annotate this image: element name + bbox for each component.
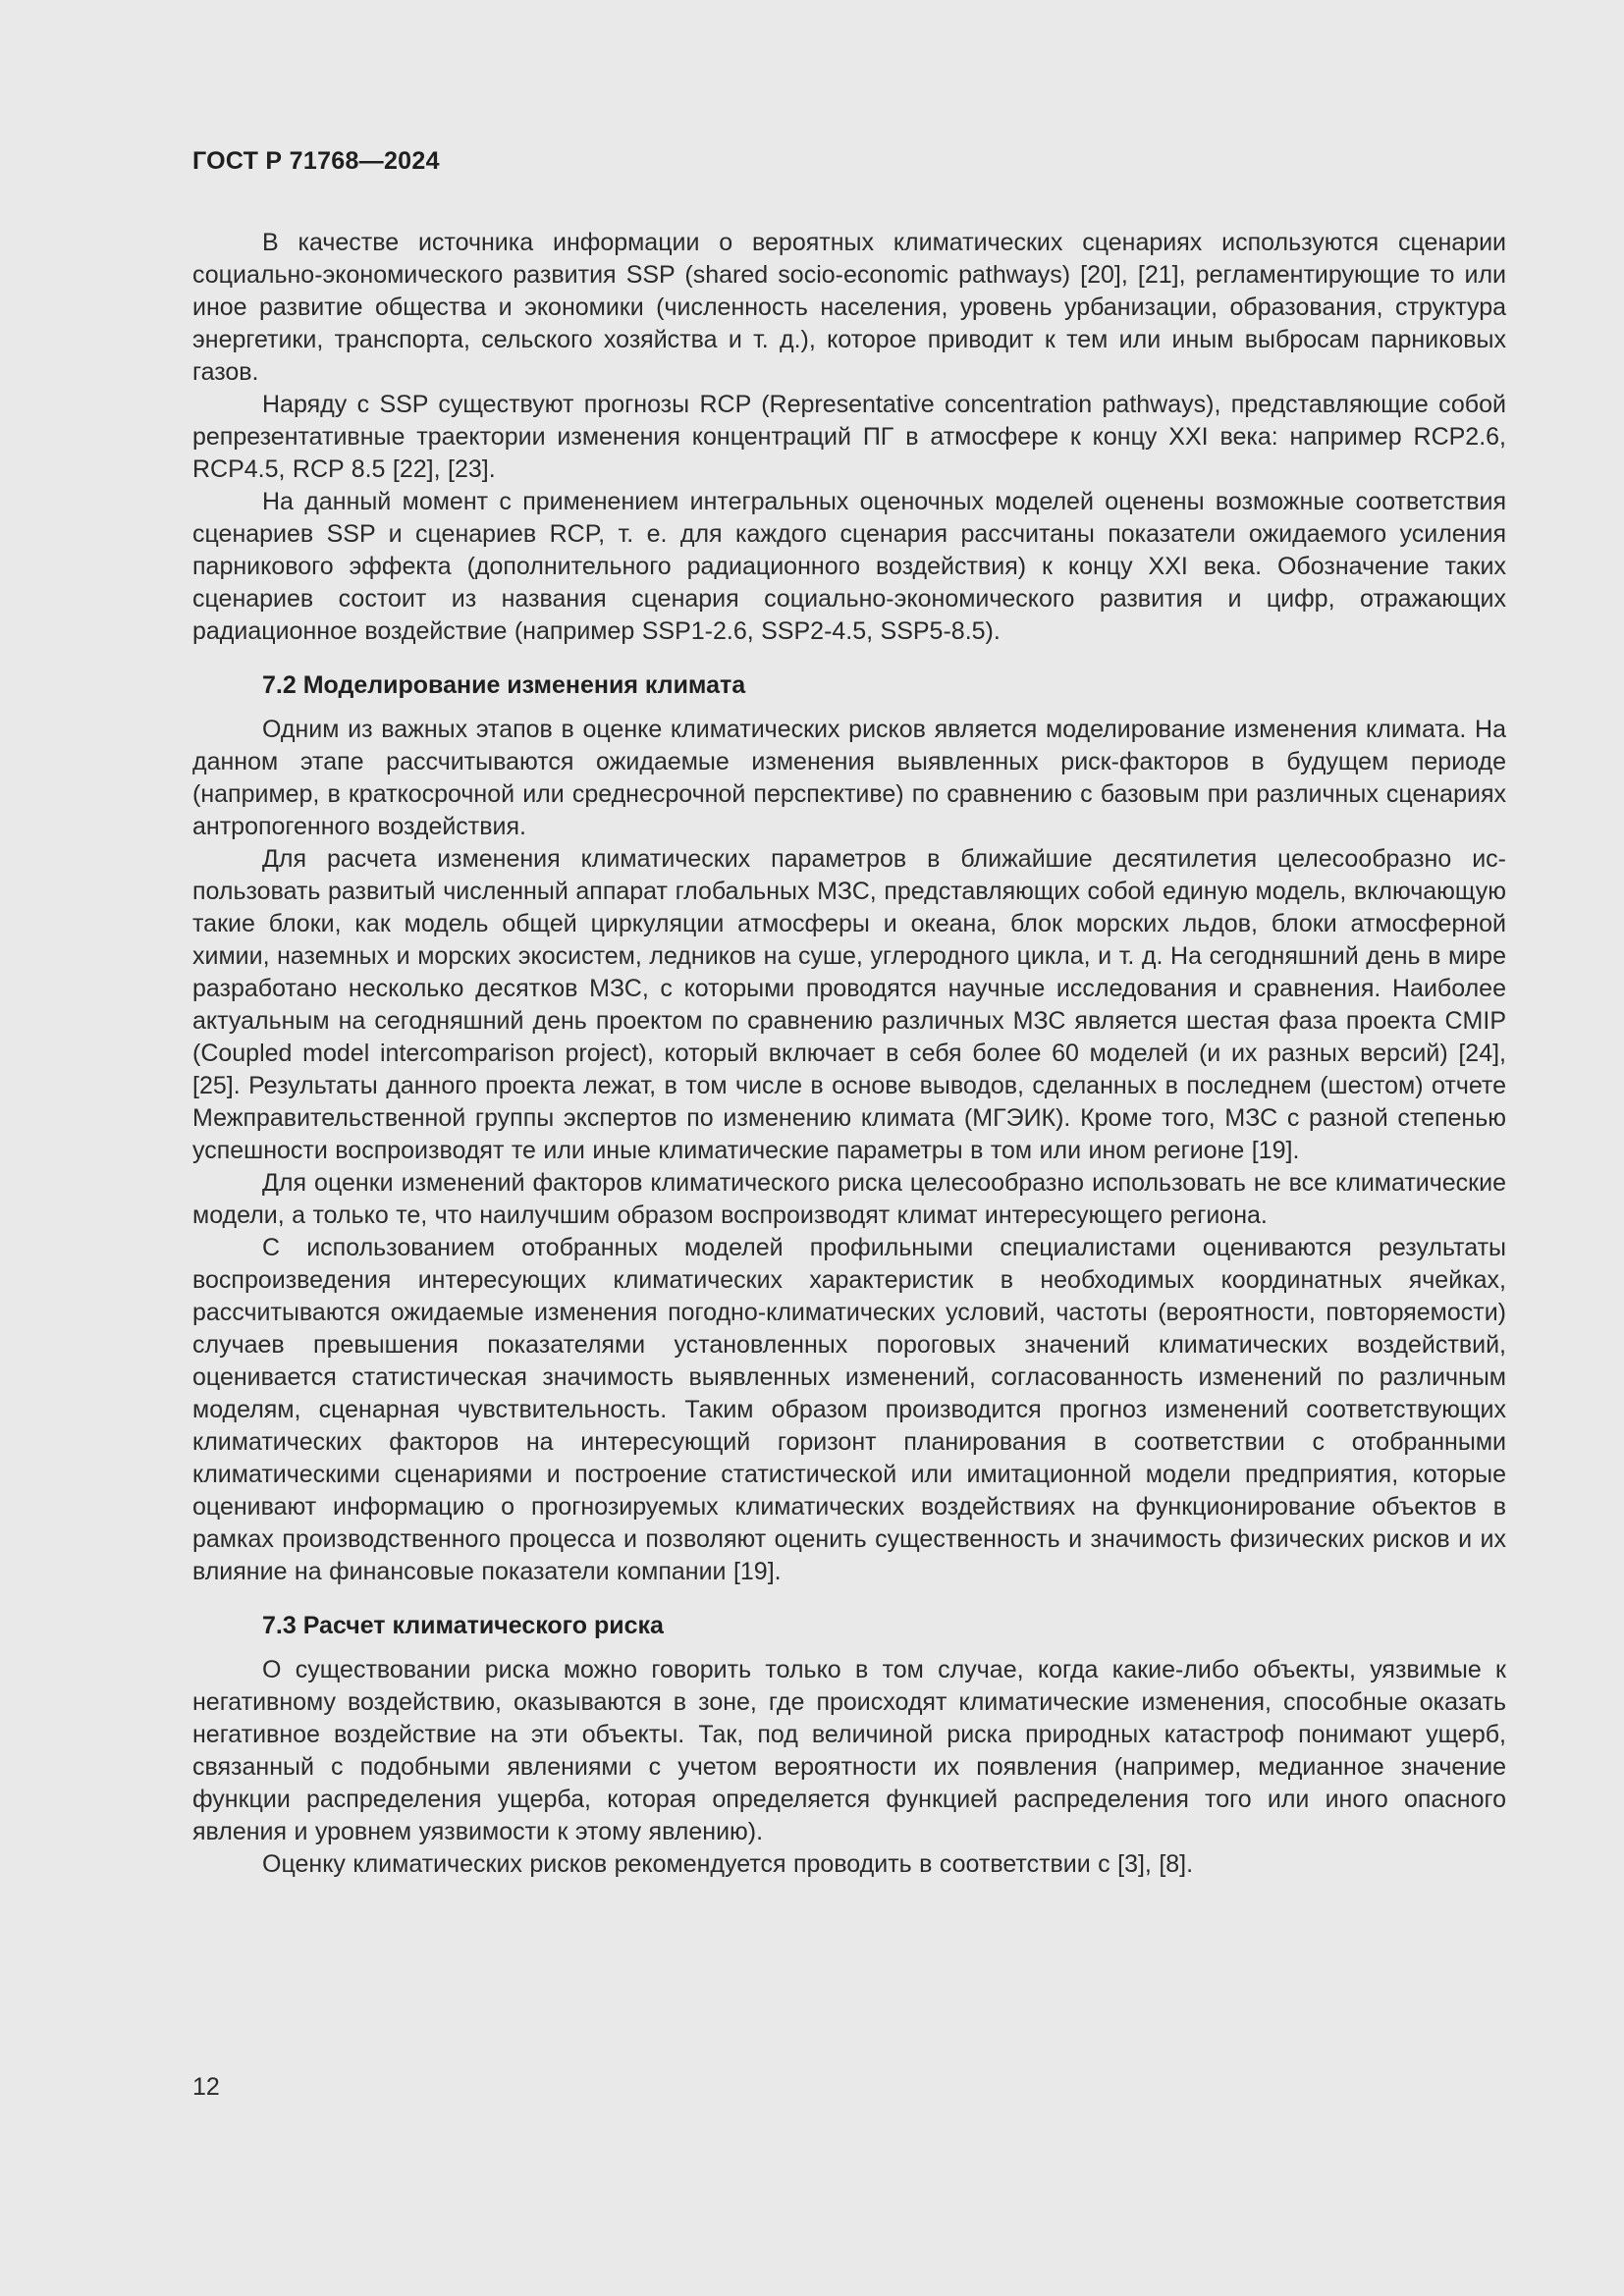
paragraph-model-assessment: С использованием отобранных моделей профильными специалистами оцениваются результаты воспроизведения интересующих климатических характеристик в необходимых координатных ячейках, рассчитываются ожидаемые изменения погодно-климатических условий, частоты (вероятности, повторяемости) случаев превышения показателями установленных пороговых значений климатических воздействий, оценивается статистическая значимость выявленных изменений, согласованность изменений по различным моделям, сценарная чувствительность. Таким образом производится прогноз изменений соответствующих климатических факторов на интересующий горизонт планирования в соответствии с отобранными климатическими сценариями и построение статистической или имитационной модели предприятия, которые оценивают информацию о прогнозируемых климатических воздействиях на функционирование объектов в рамках производственного процесса и позволяют оценить существенность и значимость физических рисков и их влияние на финансовые показатели компании [19]. [192, 1234, 1506, 1585]
paragraph-climate-modeling: Одним из важных этапов в оценке климатических рисков является моделирование изменения климата. На данном этапе рассчитываются ожидаемые изменения выявленных риск-факторов в будущем периоде (например, в краткосрочной или среднесрочной перспективе) по сравнению с базовым при различных сценариях антропогенного воздействия. [192, 716, 1506, 840]
paragraph-gcm-apparatus: Для расчета изменения климатических параметров в ближайшие десятилетия целесообразно использовать развитый численный аппарат глобальных МЗС, представляющих собой единую модель, включающую такие блоки, как модель общей циркуляции атмосферы и океана, блок морских льдов, блоки атмосферной химии, наземных и морских экосистем, ледников на суше, углеродного цикла, и т. д. На сегодняшний день в мире разработано несколько десятков МЗС, с которыми проводятся научные исследования и сравнения. Наиболее актуальным на сегодняшний день проектом по сравнению различных МЗС является шестая фаза проекта CMIP (Coupled model intercomparison project), который включает в себя более 60 моделей (и их разных версий) [24], [25]. Результаты данного проекта лежат, в том числе в основе выводов, сделанных в последнем (шестом) отчете Межправительственной группы экспертов по изменению климата (МГЭИК). Кроме того, МЗС с разной степенью успешности воспроизводят те или иные климатические параметры в том или ином регионе [19]. [192, 845, 1506, 1164]
section-title-7-2: 7.2 Моделирование изменения климата [262, 671, 746, 699]
paragraph-risk-assessment-reference: Оценку климатических рисков рекомендуется проводить в соответствии с [3], [8]. [262, 1850, 1194, 1878]
paragraph-model-selection: Для оценки изменений факторов климатического риска целесообразно использовать не все климатические модели, а только те, что наилучшим образом воспроизводят климат интересующего региона. [192, 1169, 1506, 1229]
page-number: 12 [192, 2073, 220, 2101]
paragraph-rcp: Наряду с SSP существуют прогнозы RCP (Representative concentration pathways), представляющие собой репрезентативные траектории изменения концентраций ПГ в атмосфере к концу XXI века: например RCP2.6, RCP4.5, RCP 8.5 [22], [23]. [192, 391, 1506, 483]
document-page [192, 147, 1506, 1881]
paragraph-ssp-rcp-correspondence: На данный момент с применением интегральных оценочных моделей оценены возможные соответствия сценариев SSP и сценариев RCP, т. е. для каждого сценария рассчитаны показатели ожидаемого усиления парникового эффекта (дополнительного радиационного воздействия) к концу XXI века. Обозначение таких сценариев состоит из названия сценария социально-экономического развития и цифр, отражающих радиационное воздействие (например SSP1-2.6, SSP2-4.5, SSP5-8.5). [192, 488, 1506, 645]
section-title-7-3: 7.3 Расчет климатического риска [262, 1612, 664, 1639]
paragraph-risk-definition: О существовании риска можно говорить только в том случае, когда какие-либо объекты, уязвимые к негативному воздействию, оказываются в зоне, где происходят климатические изменения, способные оказать негативное воздействие на эти объекты. Так, под величиной риска природных катастроф понимают ущерб, связанный с подобными явлениями с учетом вероятности их появления (например, медианное значение функции распределения ущерба, которая определяется функцией распределения того или иного опасного явления и уровнем уязвимости к этому явлению). [192, 1656, 1506, 1845]
document-header: ГОСТ Р 71768—2024 [192, 147, 440, 175]
paragraph-ssp: В качестве источника информации о вероятных климатических сценариях используются сценарии социально-экономического развития SSP (shared socio-economic pathways) [20], [21], регламентирующие то или иное развитие общества и экономики (численность населения, уровень урбанизации, образования, структура энергетики, транспорта, сельского хозяйства и т. д.), которое приводит к тем или иным выбросам парниковых газов. [192, 229, 1506, 386]
